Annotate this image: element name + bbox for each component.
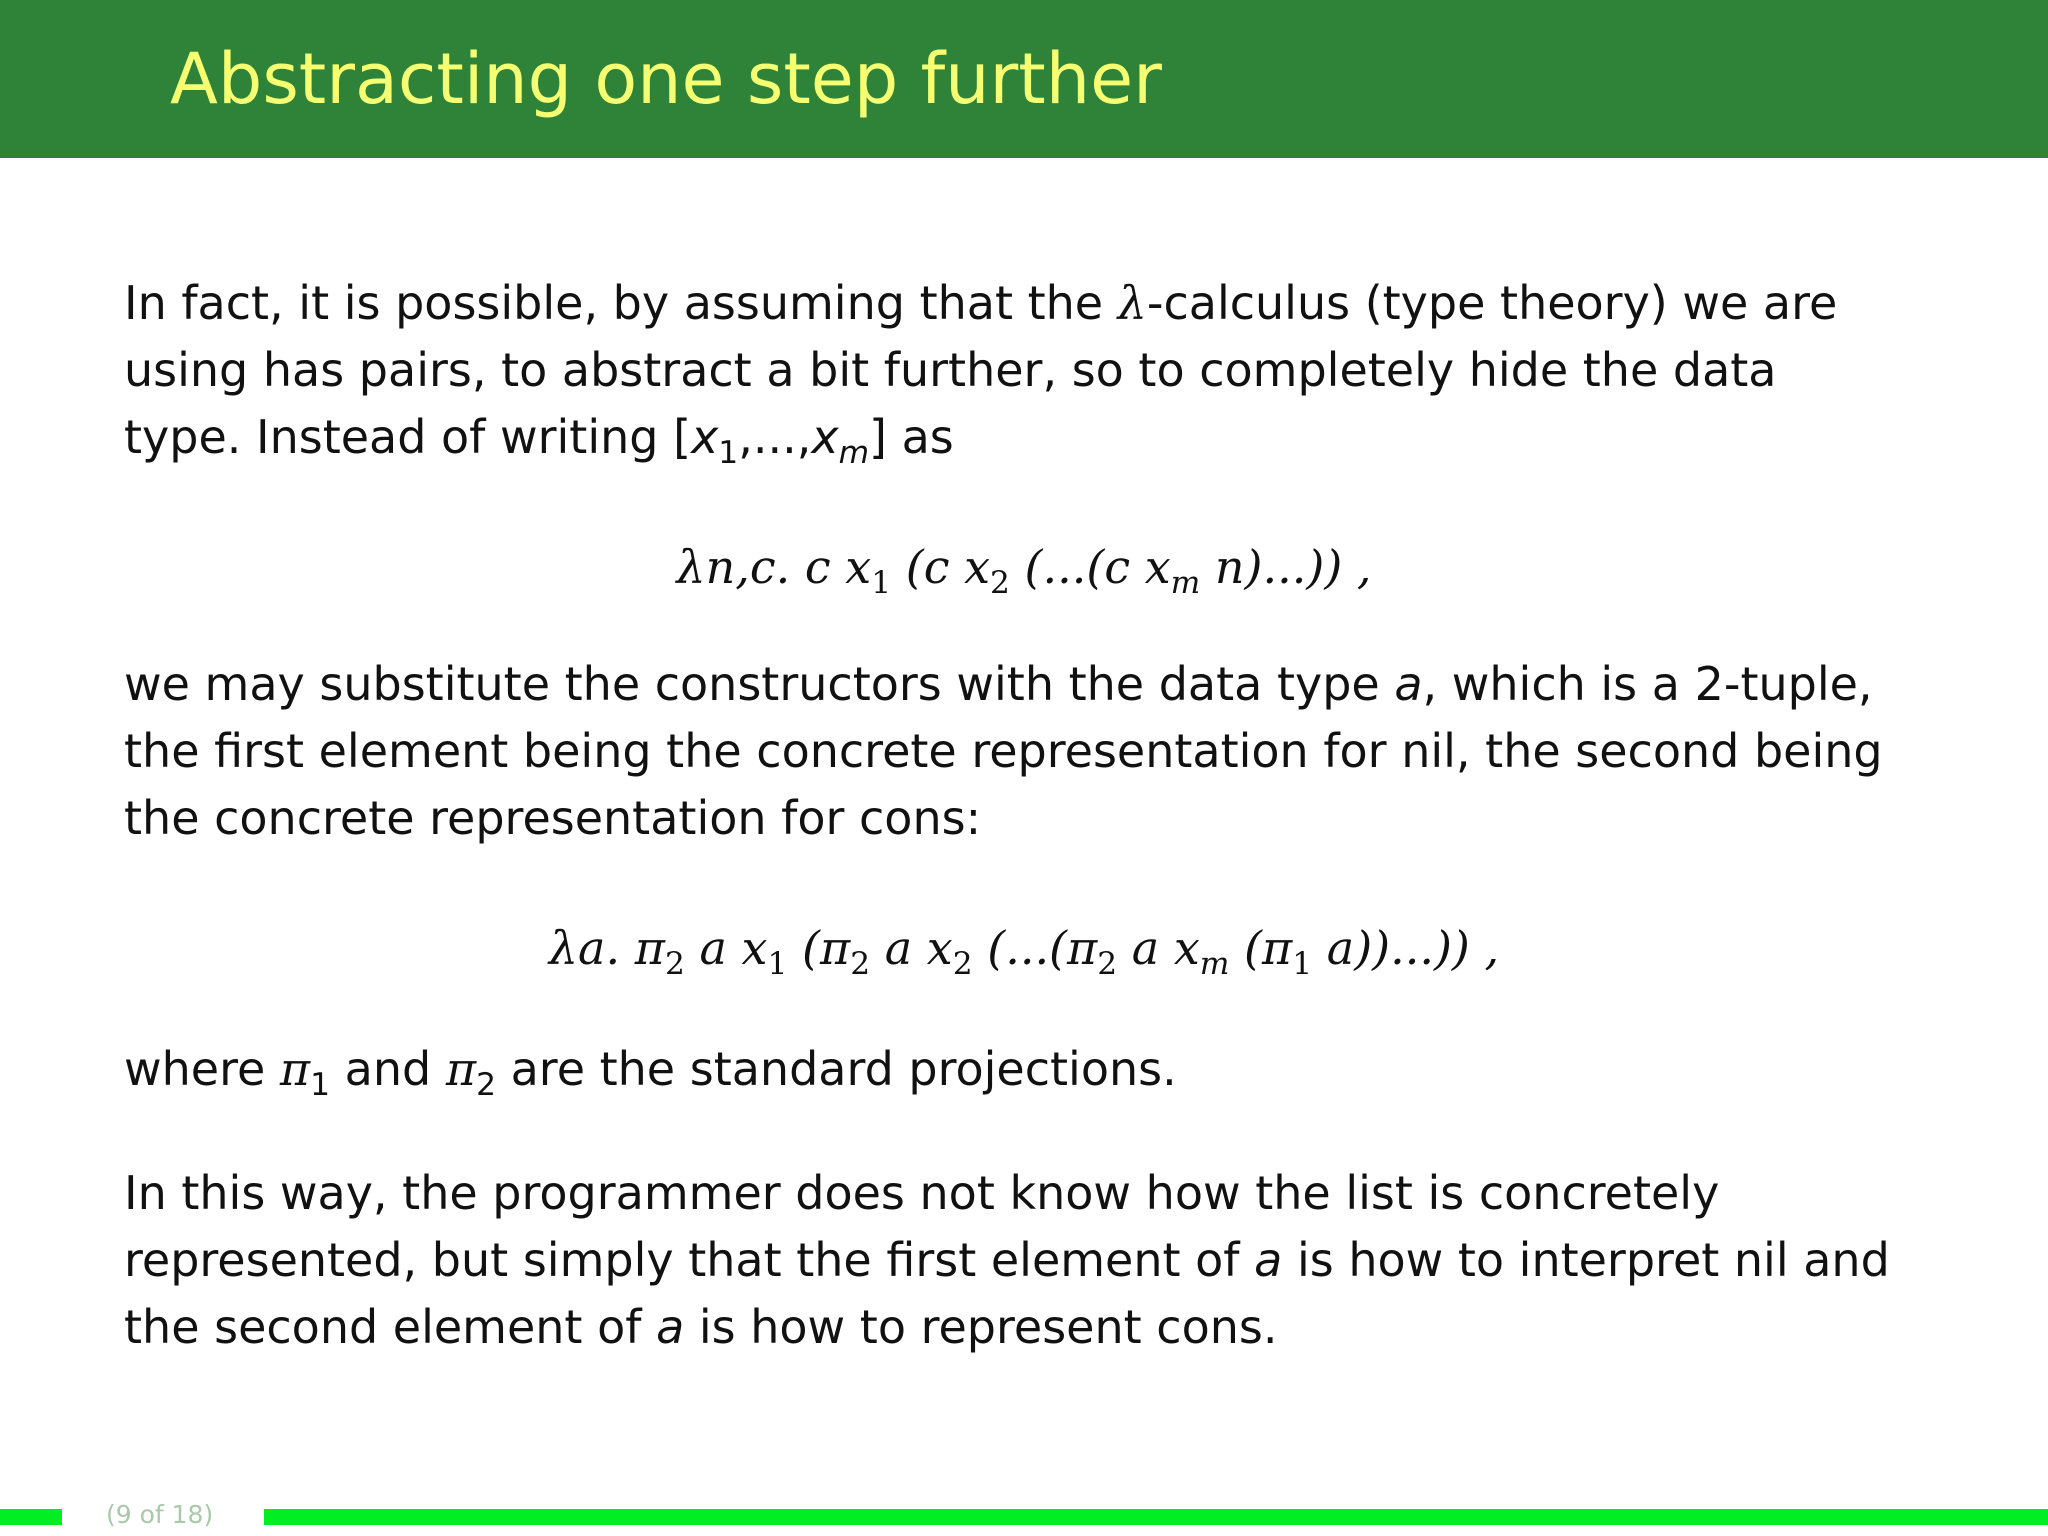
math-subscript: 1	[718, 435, 739, 471]
slide-title: Abstracting one step further	[170, 38, 1162, 120]
paragraph-substitute	[124, 651, 1883, 852]
math-subscript: 2	[664, 946, 685, 982]
formula-church-list	[124, 534, 1924, 601]
paragraph-line	[124, 1294, 1890, 1361]
text-run: is how to represent cons.	[684, 1300, 1278, 1354]
text-run: is how to interpret nil and	[1282, 1233, 1890, 1287]
math-subscript: 1	[767, 946, 788, 982]
math-run: n)...)) ,	[1200, 540, 1372, 594]
text-run: we may substitute the constructors with the data type	[124, 657, 1395, 711]
math-subscript: m	[1199, 946, 1230, 982]
math-run: a))...)) ,	[1312, 921, 1500, 975]
math-run: λn,c. c x	[676, 540, 872, 594]
paragraph-line	[124, 270, 1837, 337]
formula-projections	[124, 915, 1924, 982]
math-pi: π	[279, 1042, 311, 1096]
footer-progress-bar-left	[0, 1509, 62, 1525]
math-run: a x	[684, 921, 768, 975]
math-subscript: 2	[476, 1067, 496, 1103]
math-var: x	[691, 410, 719, 464]
math-subscript: 2	[850, 946, 871, 982]
math-var: a	[1394, 657, 1423, 711]
text-run: and	[330, 1042, 446, 1096]
math-run: (c x	[891, 540, 991, 594]
text-run: -calculus (type theory) we are	[1146, 276, 1838, 330]
text-run: In fact, it is possible, by assuming that the	[124, 276, 1118, 330]
paragraph-line: using has pairs, to abstract a bit further, so to completely hide the data	[124, 343, 1777, 397]
math-run: (π	[1229, 921, 1293, 975]
math-lambda: λ	[1117, 276, 1147, 330]
paragraph-line: the concrete representation for cons:	[124, 791, 982, 845]
page-counter: (9 of 18)	[106, 1500, 214, 1529]
math-run: a x	[1117, 921, 1200, 975]
text-run: type. Instead of writing [	[124, 410, 692, 464]
math-subscript: 1	[310, 1067, 331, 1103]
paragraph-line	[124, 404, 1837, 471]
text-run: represented, but simply that the first element of	[124, 1233, 1255, 1287]
text-run: ,...,	[738, 410, 812, 464]
math-subscript: 1	[1292, 946, 1313, 982]
paragraph-conclusion	[124, 1160, 1890, 1361]
text-run: where	[124, 1042, 280, 1096]
paragraph-line: the first element being the concrete representation for nil, the second being	[124, 724, 1883, 778]
math-var: a	[656, 1300, 685, 1354]
paragraph-line	[124, 1036, 1177, 1103]
math-var: a	[1254, 1233, 1283, 1287]
math-pi: π	[445, 1042, 477, 1096]
text-run: are the standard projections.	[495, 1042, 1177, 1096]
text-run: the second element of	[124, 1300, 657, 1354]
slide-header	[0, 0, 2048, 158]
paragraph-projections	[124, 1036, 1177, 1103]
math-subscript: m	[838, 435, 870, 471]
math-run: (...(c x	[1009, 540, 1171, 594]
math-run: a x	[870, 921, 953, 975]
math-subscript: 2	[1097, 946, 1118, 982]
math-subscript: 2	[990, 565, 1010, 601]
footer-progress-bar-right	[264, 1509, 2048, 1525]
paragraph-intro	[124, 270, 1837, 471]
math-run: (π	[787, 921, 851, 975]
math-subscript: 2	[952, 946, 973, 982]
math-run: (...(π	[972, 921, 1098, 975]
math-run: λa. π	[548, 921, 665, 975]
paragraph-line: In this way, the programmer does not know how the list is concretely	[124, 1166, 1720, 1220]
math-subscript: m	[1170, 565, 1201, 601]
math-subscript: 1	[871, 565, 892, 601]
text-run: ] as	[869, 410, 954, 464]
paragraph-line	[124, 1227, 1890, 1294]
text-run: , which is a 2-tuple,	[1422, 657, 1873, 711]
math-var: x	[811, 410, 839, 464]
paragraph-line	[124, 651, 1883, 718]
